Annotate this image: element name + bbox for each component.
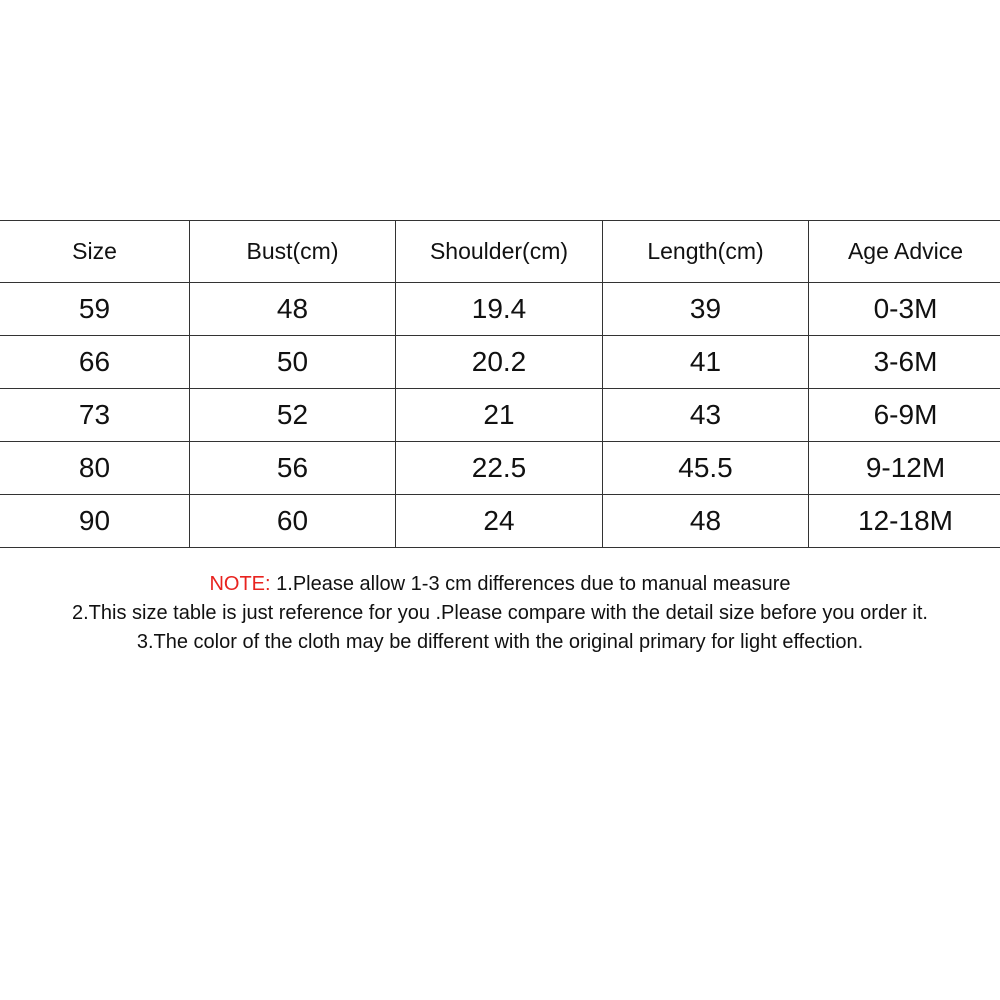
note-line-2: 2.This size table is just reference for you .Please compare with the detail size before you order it. bbox=[72, 602, 928, 624]
cell-age-advice: 9-12M bbox=[809, 442, 1000, 495]
cell-length: 43 bbox=[603, 389, 809, 442]
cell-bust: 50 bbox=[190, 336, 396, 389]
cell-length: 48 bbox=[603, 495, 809, 548]
header-shoulder: Shoulder(cm) bbox=[396, 221, 603, 283]
table-row bbox=[0, 283, 1000, 336]
cell-bust: 52 bbox=[190, 389, 396, 442]
cell-shoulder: 19.4 bbox=[396, 283, 603, 336]
header-age-advice: Age Advice bbox=[809, 221, 1000, 283]
cell-length: 41 bbox=[603, 336, 809, 389]
cell-shoulder: 24 bbox=[396, 495, 603, 548]
cell-shoulder: 20.2 bbox=[396, 336, 603, 389]
table-row bbox=[0, 495, 1000, 548]
cell-length: 45.5 bbox=[603, 442, 809, 495]
table-row bbox=[0, 389, 1000, 442]
cell-age-advice: 0-3M bbox=[809, 283, 1000, 336]
table-row bbox=[0, 336, 1000, 389]
cell-bust: 56 bbox=[190, 442, 396, 495]
cell-size: 59 bbox=[0, 283, 190, 336]
cell-size: 90 bbox=[0, 495, 190, 548]
table-header-row bbox=[0, 221, 1000, 283]
cell-shoulder: 21 bbox=[396, 389, 603, 442]
cell-age-advice: 12-18M bbox=[809, 495, 1000, 548]
cell-bust: 60 bbox=[190, 495, 396, 548]
header-size: Size bbox=[0, 221, 190, 283]
cell-age-advice: 6-9M bbox=[809, 389, 1000, 442]
cell-bust: 48 bbox=[190, 283, 396, 336]
table-row bbox=[0, 442, 1000, 495]
note-label: NOTE: bbox=[209, 573, 271, 595]
cell-size: 73 bbox=[0, 389, 190, 442]
note-line-1 bbox=[0, 570, 1000, 599]
note-text-1: 1.Please allow 1-3 cm differences due to manual measure bbox=[270, 573, 791, 595]
note-line-3: 3.The color of the cloth may be different with the original primary for light effection. bbox=[136, 631, 864, 653]
header-length: Length(cm) bbox=[603, 221, 809, 283]
cell-size: 66 bbox=[0, 336, 190, 389]
cell-size: 80 bbox=[0, 442, 190, 495]
notes-section bbox=[0, 570, 1000, 657]
cell-length: 39 bbox=[603, 283, 809, 336]
size-table bbox=[0, 220, 1000, 548]
cell-shoulder: 22.5 bbox=[396, 442, 603, 495]
header-bust: Bust(cm) bbox=[190, 221, 396, 283]
cell-age-advice: 3-6M bbox=[809, 336, 1000, 389]
